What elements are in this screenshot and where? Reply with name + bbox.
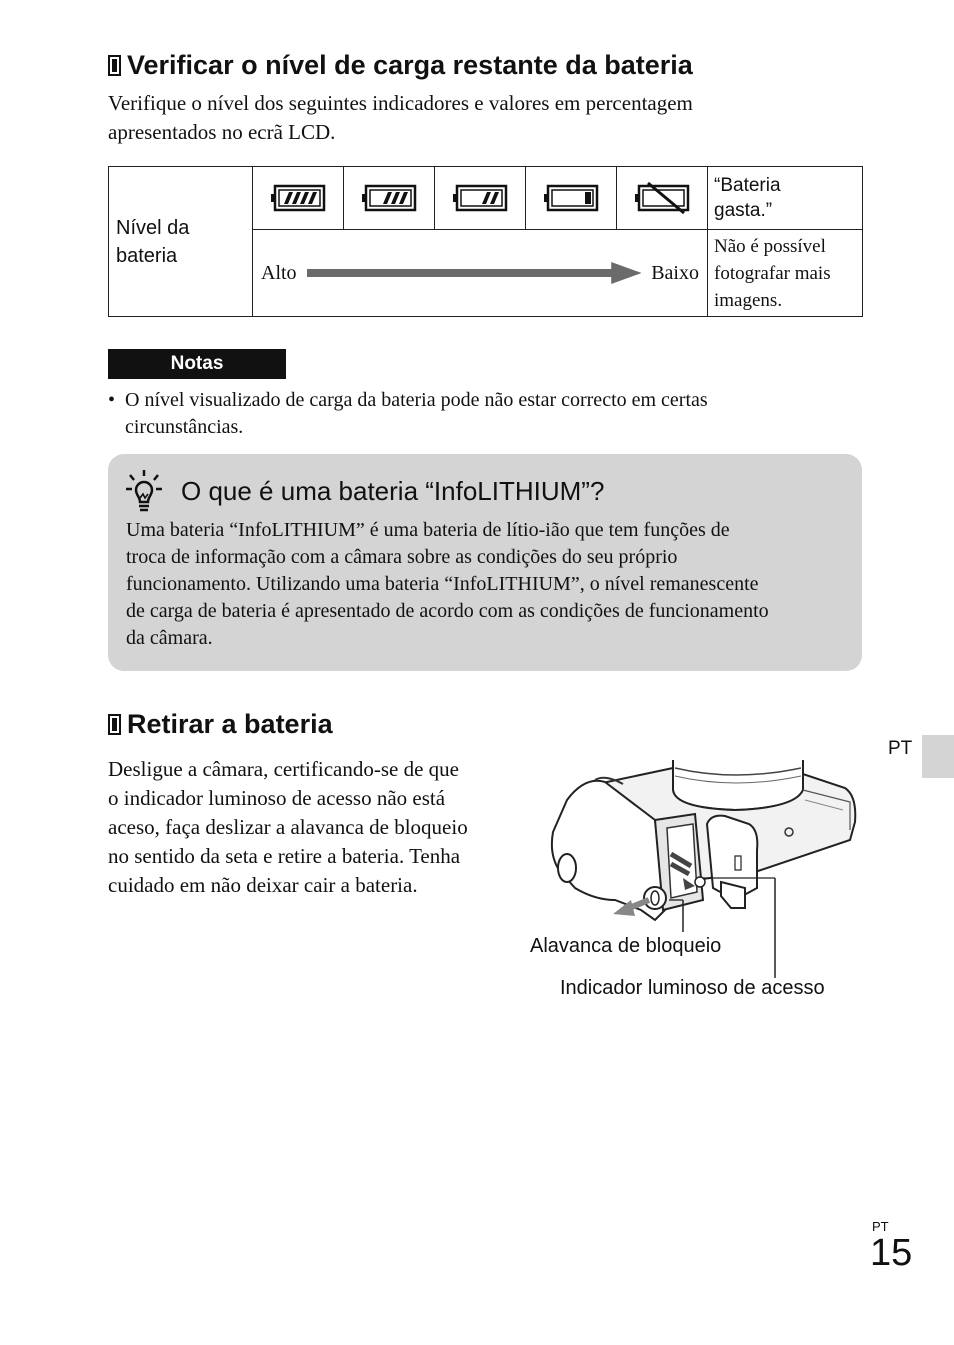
label-line: imagens. bbox=[714, 289, 783, 311]
paragraph-line: aceso, faça deslizar a alavanca de bloqueio bbox=[108, 815, 468, 839]
heading-marker-icon bbox=[108, 55, 121, 76]
label-line: Nível da bbox=[116, 216, 190, 239]
battery-full-icon bbox=[270, 184, 326, 212]
notes-label: Notas bbox=[108, 349, 286, 379]
paragraph-line: cuidado em não deixar cair a bateria. bbox=[108, 873, 418, 897]
tip-title: O que é uma bateria “InfoLITHIUM”? bbox=[181, 476, 605, 506]
battery-low-cell bbox=[526, 167, 617, 230]
language-tab bbox=[922, 735, 954, 778]
battery-half-cell bbox=[435, 167, 526, 230]
paragraph-line: Desligue a câmara, certificando-se de que bbox=[108, 757, 459, 781]
paragraph-line: no sentido da seta e retire a bateria. Tenha bbox=[108, 844, 461, 868]
battery-full-cell bbox=[253, 167, 344, 230]
intro-paragraph bbox=[108, 89, 693, 147]
infolithium-tip-box bbox=[108, 454, 862, 671]
access-indicator-caption: Indicador luminoso de acesso bbox=[560, 977, 825, 999]
paragraph-line: o indicador luminoso de acesso não está bbox=[108, 786, 446, 810]
bullet-glyph: • bbox=[108, 389, 116, 411]
language-label: PT bbox=[888, 738, 913, 759]
tip-line: de carga de bateria é apresentado de acordo com as condições de funcionamento bbox=[126, 600, 769, 622]
range-low-label: Baixo bbox=[651, 261, 699, 284]
notes-line: circunstâncias. bbox=[125, 416, 244, 438]
cannot-shoot-label bbox=[708, 230, 863, 317]
notes-item-text bbox=[125, 387, 828, 441]
battery-level-table bbox=[108, 166, 863, 317]
tip-line: da câmara. bbox=[126, 627, 213, 649]
tip-line: troca de informação com a câmara sobre as condições do seu próprio bbox=[126, 546, 678, 568]
lock-lever-caption: Alavanca de bloqueio bbox=[530, 935, 722, 957]
page-number: 15 bbox=[870, 1232, 913, 1274]
battery-empty-cell bbox=[617, 167, 708, 230]
tip-body bbox=[126, 517, 848, 652]
arrow-right-icon bbox=[307, 261, 642, 285]
tip-line: funcionamento. Utilizando uma bateria “InfoLITHIUM”, o nível remanescente bbox=[126, 573, 759, 595]
battery-empty-icon bbox=[634, 181, 690, 215]
page-number-prefix: PT bbox=[872, 1219, 889, 1234]
battery-low-icon bbox=[543, 184, 599, 212]
label-line: bateria bbox=[116, 244, 178, 267]
battery-level-label bbox=[109, 167, 253, 317]
label-line: “Bateria bbox=[714, 175, 781, 196]
battery-half-icon bbox=[452, 184, 508, 212]
label-line: gasta.” bbox=[714, 200, 773, 221]
intro-line: Verifique o nível dos seguintes indicadores e valores em percentagem bbox=[108, 91, 693, 115]
battery-three-quarter-cell bbox=[344, 167, 435, 230]
label-line: Não é possível bbox=[714, 235, 826, 257]
lightbulb-icon bbox=[126, 469, 162, 513]
intro-line: apresentados no ecrã LCD. bbox=[108, 120, 336, 144]
section-heading-text: Retirar a bateria bbox=[127, 709, 333, 739]
section-heading-remove-battery bbox=[108, 709, 333, 740]
section-heading-text: Verificar o nível de carga restante da bateria bbox=[127, 50, 693, 80]
range-high-label: Alto bbox=[261, 261, 297, 284]
battery-three-quarter-icon bbox=[361, 184, 417, 212]
section-heading-battery-level bbox=[108, 50, 693, 81]
notes-line: O nível visualizado de carga da bateria pode não estar correcto em certas bbox=[125, 389, 708, 411]
tip-line: Uma bateria “InfoLITHIUM” é uma bateria de lítio-ião que tem funções de bbox=[126, 519, 730, 541]
heading-marker-icon bbox=[108, 714, 121, 735]
battery-range-cell bbox=[253, 230, 708, 317]
battery-range bbox=[253, 261, 707, 285]
battery-exhausted-label bbox=[708, 167, 863, 230]
label-line: fotografar mais bbox=[714, 262, 831, 284]
notes-item bbox=[108, 387, 828, 441]
remove-battery-paragraph bbox=[108, 755, 528, 900]
